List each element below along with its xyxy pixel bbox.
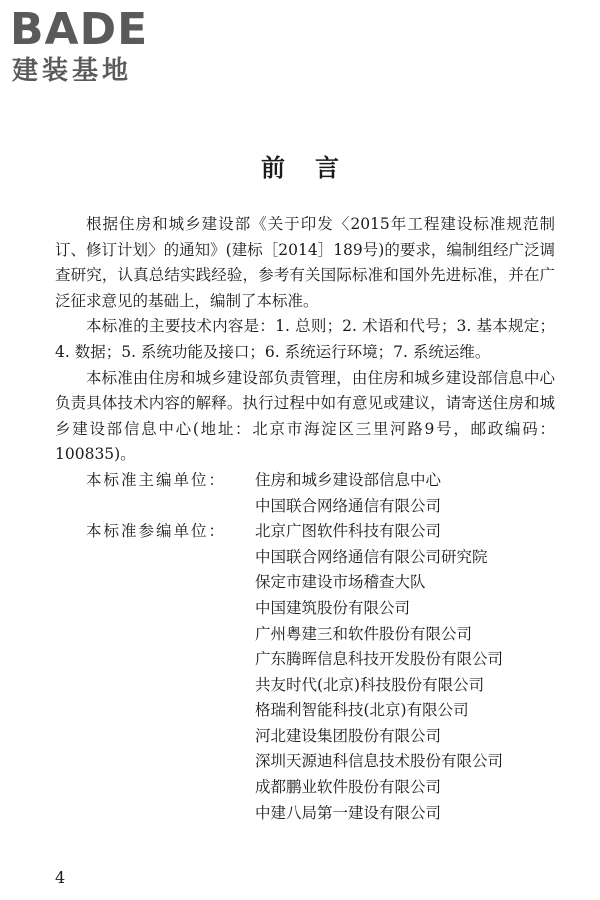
participating-unit-item: 中国联合网络通信有限公司研究院: [255, 547, 488, 566]
participating-unit-item: 深圳天源迪科信息技术股份有限公司: [255, 752, 504, 771]
chief-units-label: 本标准主编单位：: [86, 470, 227, 489]
participating-unit-item: 中国建筑股份有限公司: [255, 598, 411, 617]
participating-unit-item: 保定市建设市场稽查大队: [255, 573, 426, 592]
participating-unit-item: 广州粤建三和软件股份有限公司: [255, 624, 473, 643]
logo-wordmark: BADE: [10, 4, 149, 55]
chief-unit-item: 中国联合网络通信有限公司: [255, 496, 442, 515]
participating-units-label: 本标准参编单位：: [86, 522, 227, 541]
chief-units-list: [255, 468, 555, 519]
participating-unit-item: 中建八局第一建设有限公司: [255, 803, 442, 822]
page-title: 前言: [261, 153, 369, 182]
participating-unit-item: 河北建设集团股份有限公司: [255, 726, 442, 745]
chief-units-block: [55, 468, 555, 519]
paragraph-management: 本标准由住房和城乡建设部负责管理，由住房和城乡建设部信息中心负责具体技术内容的解释。执行过程中如有意见或建议，请寄送住房和城乡建设部信息中心(地址：北京市海淀区三里河路9号，邮政编码：100835)。: [55, 368, 555, 464]
participating-unit-item: 广东腾晖信息科技开发股份有限公司: [255, 650, 504, 669]
chief-unit-item: 住房和城乡建设部信息中心: [255, 470, 442, 489]
logo-subtitle: 建装基地: [12, 56, 133, 86]
page-number: 4: [55, 868, 66, 887]
participating-unit-item: 格瑞利智能科技(北京)有限公司: [255, 701, 469, 720]
participating-units-list: [255, 519, 555, 826]
document-body: [55, 212, 555, 826]
participating-units-block: [55, 519, 555, 826]
bade-logo: [10, 6, 180, 86]
participating-unit-item: 共友时代(北京)科技股份有限公司: [255, 675, 485, 694]
participating-unit-item: 北京广图软件科技有限公司: [255, 522, 442, 541]
paragraph-contents: 本标准的主要技术内容是：1. 总则；2. 术语和代号；3. 基本规定；4. 数据；5. 系统功能及接口；6. 系统运行环境；7. 系统运维。: [55, 317, 555, 361]
participating-unit-item: 成都鹏业软件股份有限公司: [255, 778, 442, 797]
paragraph-basis: 根据住房和城乡建设部《关于印发〈2015年工程建设标准规范制订、修订计划〉的通知》(建标［2014］189号)的要求，编制组经广泛调查研究，认真总结实践经验，参考有关国际标准和国外先进标准，并在广泛征求意见的基础上，编制了本标准。: [55, 215, 555, 310]
